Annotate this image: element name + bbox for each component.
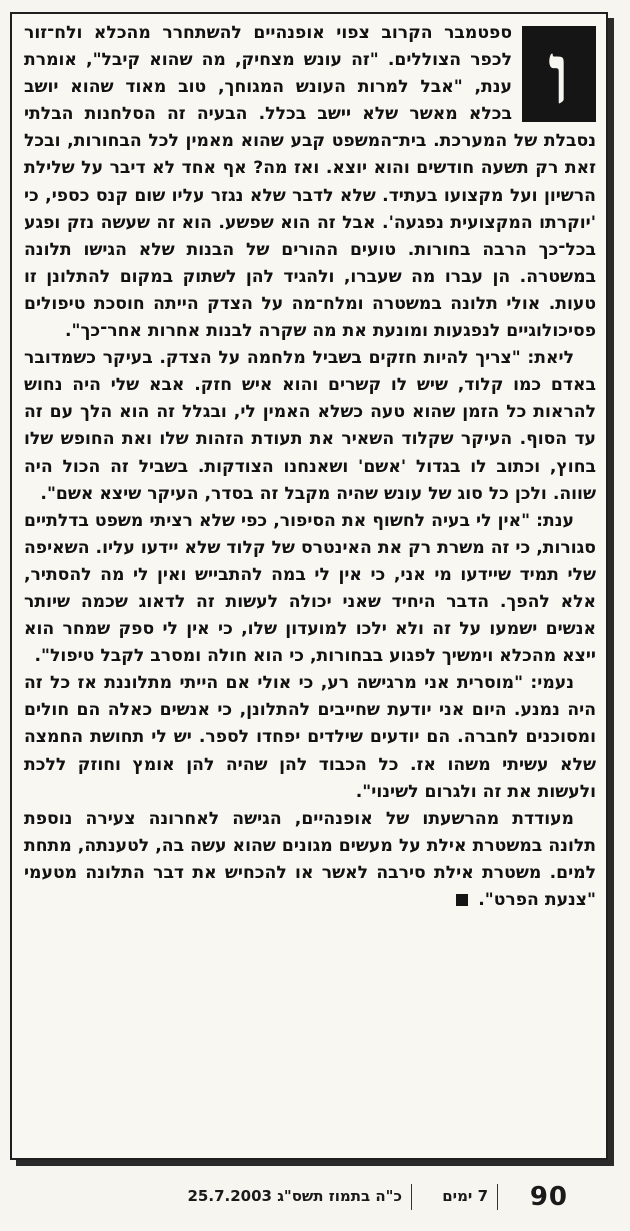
paragraph-text: ספטמבר הקרוב צפוי אופנהיים להשתחרר מהכלא ולח־זור לכפר הצוללים. "זה עונש מצחיק, מה שהוא קיבל", אומרת ענת, "אבל למרות העונש המגוחך, טוב מאוד שהוא יושב בכלא מאשר שלא יישב בכלל. הבעיה זה הסלחנות הבלתי נסבלת של המערכת. בית־המשפט קבע שהוא מאמין לכל הבחורות, ובכל זאת רק תשעה חודשים והוא יוצא. ואז מה? אף אחד לא דיבר על שלילת הרשיון ועל מקצועו בעתיד. שלא לדבר שלא נגזר עליו שום קנס כספי, כי 'יוקרתו המקצועית נפגעה'. אבל זה הוא שפשע. הוא זה שעשה נזק ופגע בכל־כך הרבה בחורות. טועים ההורים של הבנות שלא הגישו תלונה במשטרה. הן עברו מה שעברו, ולהגיד להן לשתוק במקום להתלונן זו טעות. אולי תלונה במשטרה ומלח־מה על הצדק הייתה חוסכת טיפולים פסיכולוגיים לנפגעות ומונעת את מה שקרה לבנות אחרות אחר־כך". [24,23,596,342]
footer-divider [411,1184,412,1210]
footer-divider [497,1184,498,1210]
frame-shadow [608,18,614,1166]
paragraph-text: "צריך להיות חזקים בשביל מלחמה על הצדק. בעיקר כשמדובר באדם כמו קלוד, שיש לו קשרים והוא איש חזק. אבא שלי היה נחוש להראות כל הזמן שהוא טעה כשלא האמין לי, ובגלל זה הוא הלך עם זה עד הסוף. העיקר שקלוד השאיר את תעודת הזהות שלו ואת החופש שלו בחוץ, וכתוב לו בגדול 'אשם' ושאנחנו הצודקות. בשביל זה הכול היה שווה. ולכן כל סוג של עונש שהיה מקבל זה בסדר, העיקר שיצא אשם". [24,348,596,504]
paragraph-1 [24,20,596,345]
page-number: 90 [529,1182,568,1212]
speaker-name: נעמי: [530,673,574,694]
paragraph-naomi [24,670,596,805]
speaker-name: ליאת: [527,348,574,369]
paragraph-closing [24,806,596,914]
publication-name: 7 ימים [442,1187,488,1205]
paragraph-text: "אין לי בעיה לחשוף את הסיפור, כפי שלא רציתי משפט בדלתיים סגורות, כי זה משרת רק את האינטרס של קלוד שלא יידעו עליו. השאיפה שלי תמיד שיידעו מי אני, כי אין לי במה להתבייש ואין לי מה להסתיר, אלא להפך. הדבר היחיד שאני יכולה לעשות זה לדאוג שכמה שיותר אנשים ישמעו על זה ולא ילכו למועדון שלו, כי אין לי ספק שמחר הוא ייצא מהכלא וימשיך לפגוע בבחורות, כי הוא חולה ומסרב לקבל טיפול". [24,510,596,667]
page-footer [0,1178,630,1218]
drop-cap: ו [522,26,596,122]
frame-shadow-bottom [16,1160,614,1166]
paragraph-anat [24,508,596,671]
article-body [24,20,596,914]
end-mark-icon [456,894,468,906]
speaker-name: ענת: [536,510,574,531]
paragraph-liat [24,345,596,508]
paragraph-text: "מוסרית אני מרגישה רע, כי אולי אם הייתי מתלוננת אז כל זה היה נמנע. היום אני יודעת שחייבים להתלונן, כי אנשים כאלה הם חולים ומסוכנים לחברה. הם יודעים שילדים יפחדו לספר. יש לי תחושת החמצה שלא עשיתי משהו אז. כל הכבוד להן שהיה להן אומץ וחוזק ללכת ולעשות את זה ולגרום לשינוי". [24,673,596,802]
paragraph-text: מעודדת מהרשעתו של אופנהיים, הגישה לאחרונה צעירה נוספת תלונה במשטרת אילת על מעשים מגונים שהוא עשה בה, לטענתה, מתחת למים. משטרת אילת סירבה לאשר או להכחיש את דבר התלונה מטעמי "צנעת הפרט". [24,808,596,910]
issue-date: כ"ה בתמוז תשס"ג 25.7.2003 [187,1187,402,1205]
